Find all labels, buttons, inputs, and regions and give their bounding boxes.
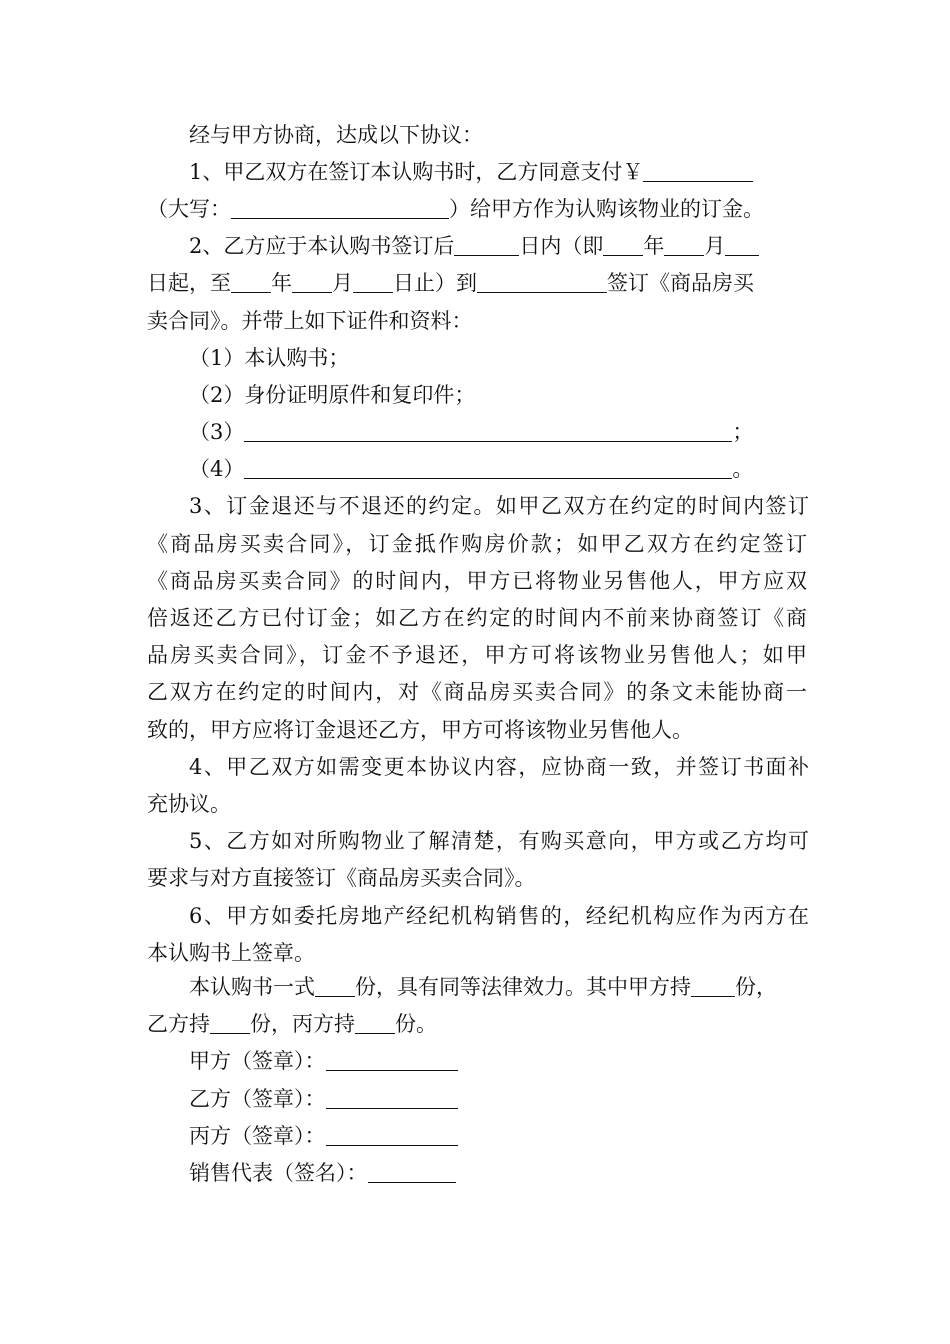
start-month-field[interactable] xyxy=(664,229,704,256)
clause-6-line: 6、甲方如委托房地产经纪机构销售的，经纪机构应作为丙方在 xyxy=(189,904,809,928)
doc-item-3: （3） ； xyxy=(189,414,809,451)
doc-item-1: （1）本认购书； xyxy=(189,346,350,370)
party-c-copies-field[interactable] xyxy=(355,1007,395,1034)
clause-3-line: 品房买卖合同》，订金不予退还，甲方可将该物业另售他人；如甲 xyxy=(147,643,807,667)
end-year-field[interactable] xyxy=(231,266,271,293)
start-year-field[interactable] xyxy=(603,229,643,256)
doc-item-2: （2）身份证明原件和复印件； xyxy=(189,383,476,407)
clause-5-line: 5、乙方如对所购物业了解清楚，有购买意向，甲方或乙方均可 xyxy=(189,829,809,853)
copies-line-2: 乙方持 份，丙方持 份。 xyxy=(147,1006,807,1043)
clause-3-line: 倍返还乙方已付订金；如乙方在约定的时间内不前来协商签订《商 xyxy=(147,606,807,630)
doc-item-3-field[interactable] xyxy=(244,415,732,442)
days-field[interactable] xyxy=(454,229,519,256)
party-b-copies-field[interactable] xyxy=(210,1007,250,1034)
clause-2-line-3: 卖合同》。并带上如下证件和资料： xyxy=(147,309,473,333)
signing-location-field[interactable] xyxy=(477,266,607,293)
intro-line: 经与甲方协商，达成以下协议： xyxy=(189,123,483,147)
signature-party-b: 乙方（签章）： xyxy=(189,1081,809,1118)
doc-item-4-field[interactable] xyxy=(244,452,732,479)
clause-1-text: 1、甲乙双方在签订本认购书时，乙方同意支付￥ xyxy=(189,160,644,184)
party-b-signature-field[interactable] xyxy=(326,1082,458,1109)
clause-3-line: 《商品房买卖合同》，订金抵作购房价款；如甲乙双方在约定签订 xyxy=(147,532,807,556)
clause-1-line-2: （大写： ）给甲方作为认购该物业的订金。 xyxy=(147,191,807,228)
end-month-field[interactable] xyxy=(292,266,332,293)
clause-5-line: 要求与对方直接签订《商品房买卖合同》。 xyxy=(147,866,536,890)
party-a-copies-field[interactable] xyxy=(691,970,735,997)
party-c-signature-field[interactable] xyxy=(326,1119,458,1146)
clause-2-line-1: 2、乙方应于本认购书签订后 日内（即 年 月 xyxy=(189,228,809,265)
clause-4-line: 4、甲乙双方如需变更本协议内容，应协商一致，并签订书面补 xyxy=(189,755,809,779)
signature-party-a: 甲方（签章）： xyxy=(189,1043,809,1080)
doc-item-4: （4） 。 xyxy=(189,451,809,488)
deposit-amount-field[interactable] xyxy=(643,155,753,182)
total-copies-field[interactable] xyxy=(315,970,355,997)
party-a-signature-field[interactable] xyxy=(326,1044,458,1071)
sales-rep-signature-field[interactable] xyxy=(368,1156,456,1183)
signature-party-c: 丙方（签章）： xyxy=(189,1118,809,1155)
clause-3-line: 乙双方在约定的时间内，对《商品房买卖合同》的条文未能协商一 xyxy=(147,680,807,704)
clause-2-line-2: 日起，至 年 月 日止）到 签订《商品房买 xyxy=(147,265,807,302)
clause-1-line-1 xyxy=(189,154,809,191)
deposit-amount-words-field[interactable] xyxy=(231,192,449,219)
copies-line-1: 本认购书一式 份，具有同等法律效力。其中甲方持 份， xyxy=(189,969,809,1006)
clause-3-line: 《商品房买卖合同》的时间内，甲方已将物业另售他人，甲方应双 xyxy=(147,569,807,593)
clause-4-line: 充协议。 xyxy=(147,792,231,816)
clause-6-line: 本认购书上签章。 xyxy=(147,941,315,965)
start-day-field[interactable] xyxy=(725,229,759,256)
clause-3-line: 致的，甲方应将订金退还乙方，甲方可将该物业另售他人。 xyxy=(147,718,693,742)
signature-sales-rep: 销售代表（签名）： xyxy=(189,1155,809,1192)
clause-3-line: 3、订金退还与不退还的约定。如甲乙双方在约定的时间内签订 xyxy=(189,494,809,518)
end-day-field[interactable] xyxy=(353,266,393,293)
